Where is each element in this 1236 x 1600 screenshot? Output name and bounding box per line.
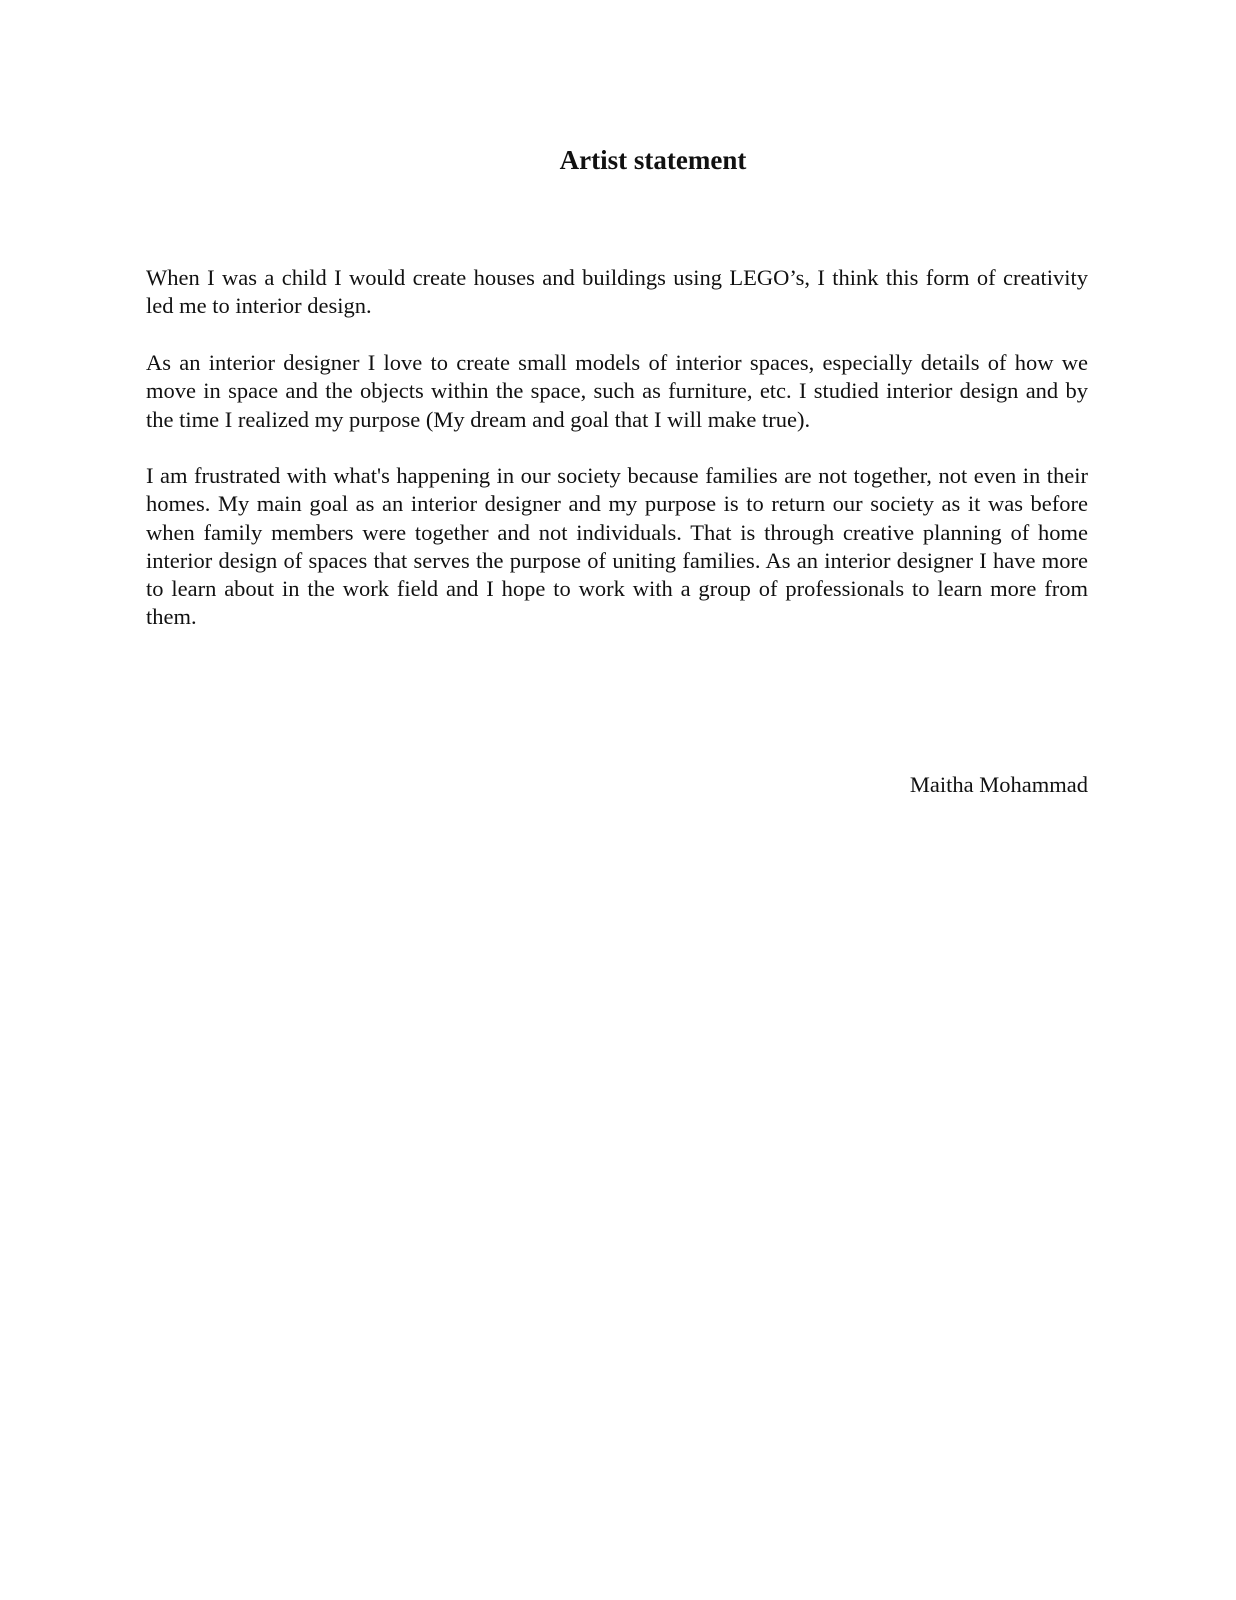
author-signature: Maitha Mohammad [909,772,1088,797]
paragraph-childhood: When I was a child I would create houses and buildings using LEGO’s, I think this form of creativity led me to interior design. [146,265,1088,319]
document-title: Artist statement [559,145,747,175]
paragraph-interior-design: As an interior designer I love to create small models of interior spaces, especially details of how we move in space and the objects within the space, such as furniture, etc. I studied interior design and by the time I realized my purpose (My dream and goal that I will make true). [146,350,1088,432]
paragraph-purpose: I am frustrated with what's happening in our society because families are not together, not even in their homes. My main goal as an interior designer and my purpose is to return our society as it was before when family members were together and not individuals. That is through creative planning of home interior design of spaces that serves the purpose of uniting families. As an interior designer I have more to learn about in the work field and I hope to work with a group of professionals to learn more from them. [146,463,1088,630]
